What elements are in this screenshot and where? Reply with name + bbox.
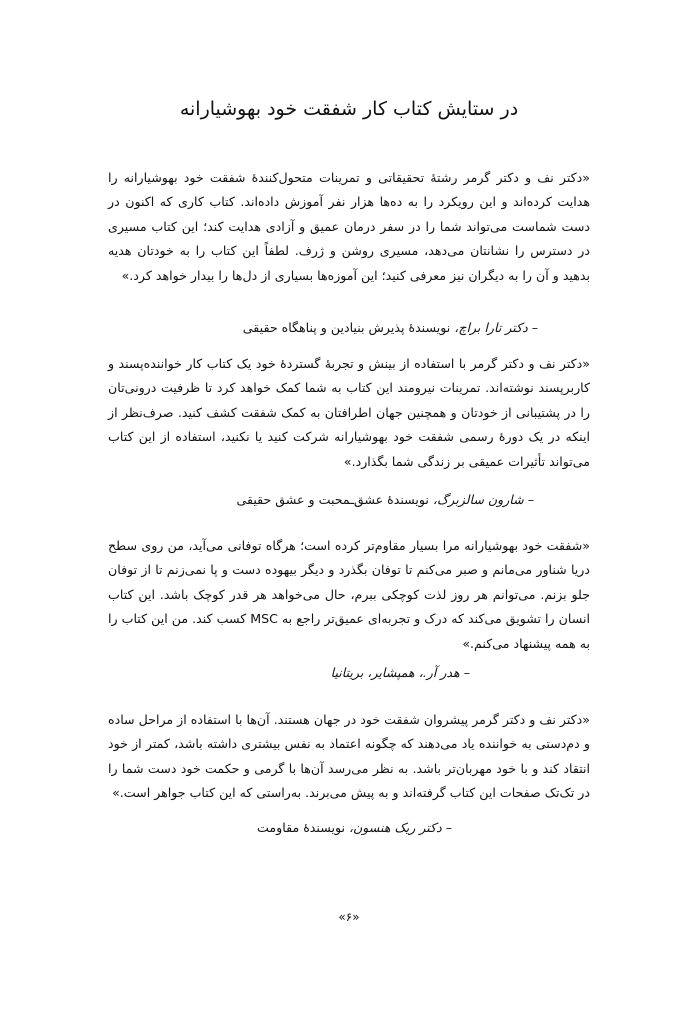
testimonial-attribution-2: [236, 490, 534, 510]
testimonial-quote-1: «دکتر نف و دکتر گرمر رشتهٔ تحقیقاتی و تمرینات متحول‌کنندهٔ شفقت خود بهوشیارانه را هدایت کرده‌اند و این رویکرد را به ده‌ها هزار نفر آموزش داده‌اند. کتاب کاری که اکنون در دست شماست می‌تواند شما را در سفر درمان عمیق و آزادی هدایت کند؛ این کتاب مسیری در دسترس را نشانتان می‌دهد، مسیری روشن و ژرف. لطفاً این کتاب را به خودتان هدیه بدهید و آن را به دیگران نیز معرفی کنید؛ این آموزه‌ها بسیاری از دل‌ها را بیدار خواهد کرد.»: [108, 170, 590, 283]
testimonial-quote-3: «شفقت خود بهوشیارانه مرا بسیار مقاوم‌تر کرده است؛ هرگاه توفانی می‌آید، من روی سطح دریا شناور می‌مانم و صبر می‌کنم تا توفان بگذرد و دیگر بیهوده دست و پا نمی‌زنم تا از توفان جلو بزنم. می‌توانم هر روز لذت کوچکی ببرم، حال می‌خواهد هر قدر کوچک باشد. این کتاب انسان را تشویق می‌کند که درک و تجربه‌ای عمیق‌تر راجع به MSC کسب کند. من این کتاب را به همه پیشنهاد می‌کنم.»: [108, 538, 590, 651]
testimonial-attribution-4: [257, 818, 452, 838]
page-number: «۶»: [338, 910, 360, 924]
attribution-dash: –: [441, 820, 452, 835]
testimonial-quote-4: «دکتر نف و دکتر گرمر پیشروان شفقت خود در جهان هستند. آن‌ها با استفاده از مراحل ساده و دم‌دستی به خواننده یاد می‌دهند که چگونه اعتماد به نفس بیشتری داشته باشد، کمتر از خود انتقاد کند و با خود مهربان‌تر باشد. به نظر می‌رسد آن‌ها با گرمی و حکمت خود دست شما را در تک‌تک صفحات این کتاب گرفته‌اند و به پیش می‌برند. به‌راستی که این کتاب جواهر است.»: [108, 712, 590, 801]
attribution-role: نویسندهٔ پذیرش بنیادین و پناهگاه حقیقی: [242, 320, 455, 335]
testimonial-quote-2: «دکتر نف و دکتر گرمر با استفاده از بینش و تجربهٔ گستردهٔ خود یک کتاب کار خواننده‌پسند و کاربرپسند نوشته‌اند. تمرینات نیرومند این کتاب به شما کمک خواهد کرد تا ظرفیت درونی‌تان را در پشتیبانی از خودتان و همچنین جهان اطرافتان به کمک شفقت کشف کنید. صرف‌نظر از اینکه در یک دورهٔ رسمی شفقت خود بهوشیارانه شرکت کنید یا نکنید، استفاده از این کتاب می‌تواند تأثیرات عمیقی بر زندگی شما بگذارد.»: [108, 356, 590, 469]
attribution-author: شارون سالزبرگ،: [432, 492, 524, 507]
attribution-dash: –: [459, 665, 470, 680]
testimonial-attribution-1: [243, 318, 538, 338]
attribution-dash: –: [527, 320, 538, 335]
attribution-author: هدر آر.، همپشایر، بریتانیا: [330, 665, 460, 680]
attribution-author: دکتر ریک هنسون،: [348, 820, 442, 835]
attribution-role: نویسندهٔ عشق‌ـمحبت و عشق حقیقی: [236, 492, 433, 507]
attribution-author: دکتر تارا براچ،: [454, 320, 528, 335]
attribution-role: نویسندهٔ مقاومت: [257, 820, 349, 835]
attribution-dash: –: [523, 492, 534, 507]
testimonial-attribution-3: [331, 663, 470, 683]
page-title: در ستایش کتاب کار شفقت خود بهوشیارانه: [179, 98, 519, 120]
